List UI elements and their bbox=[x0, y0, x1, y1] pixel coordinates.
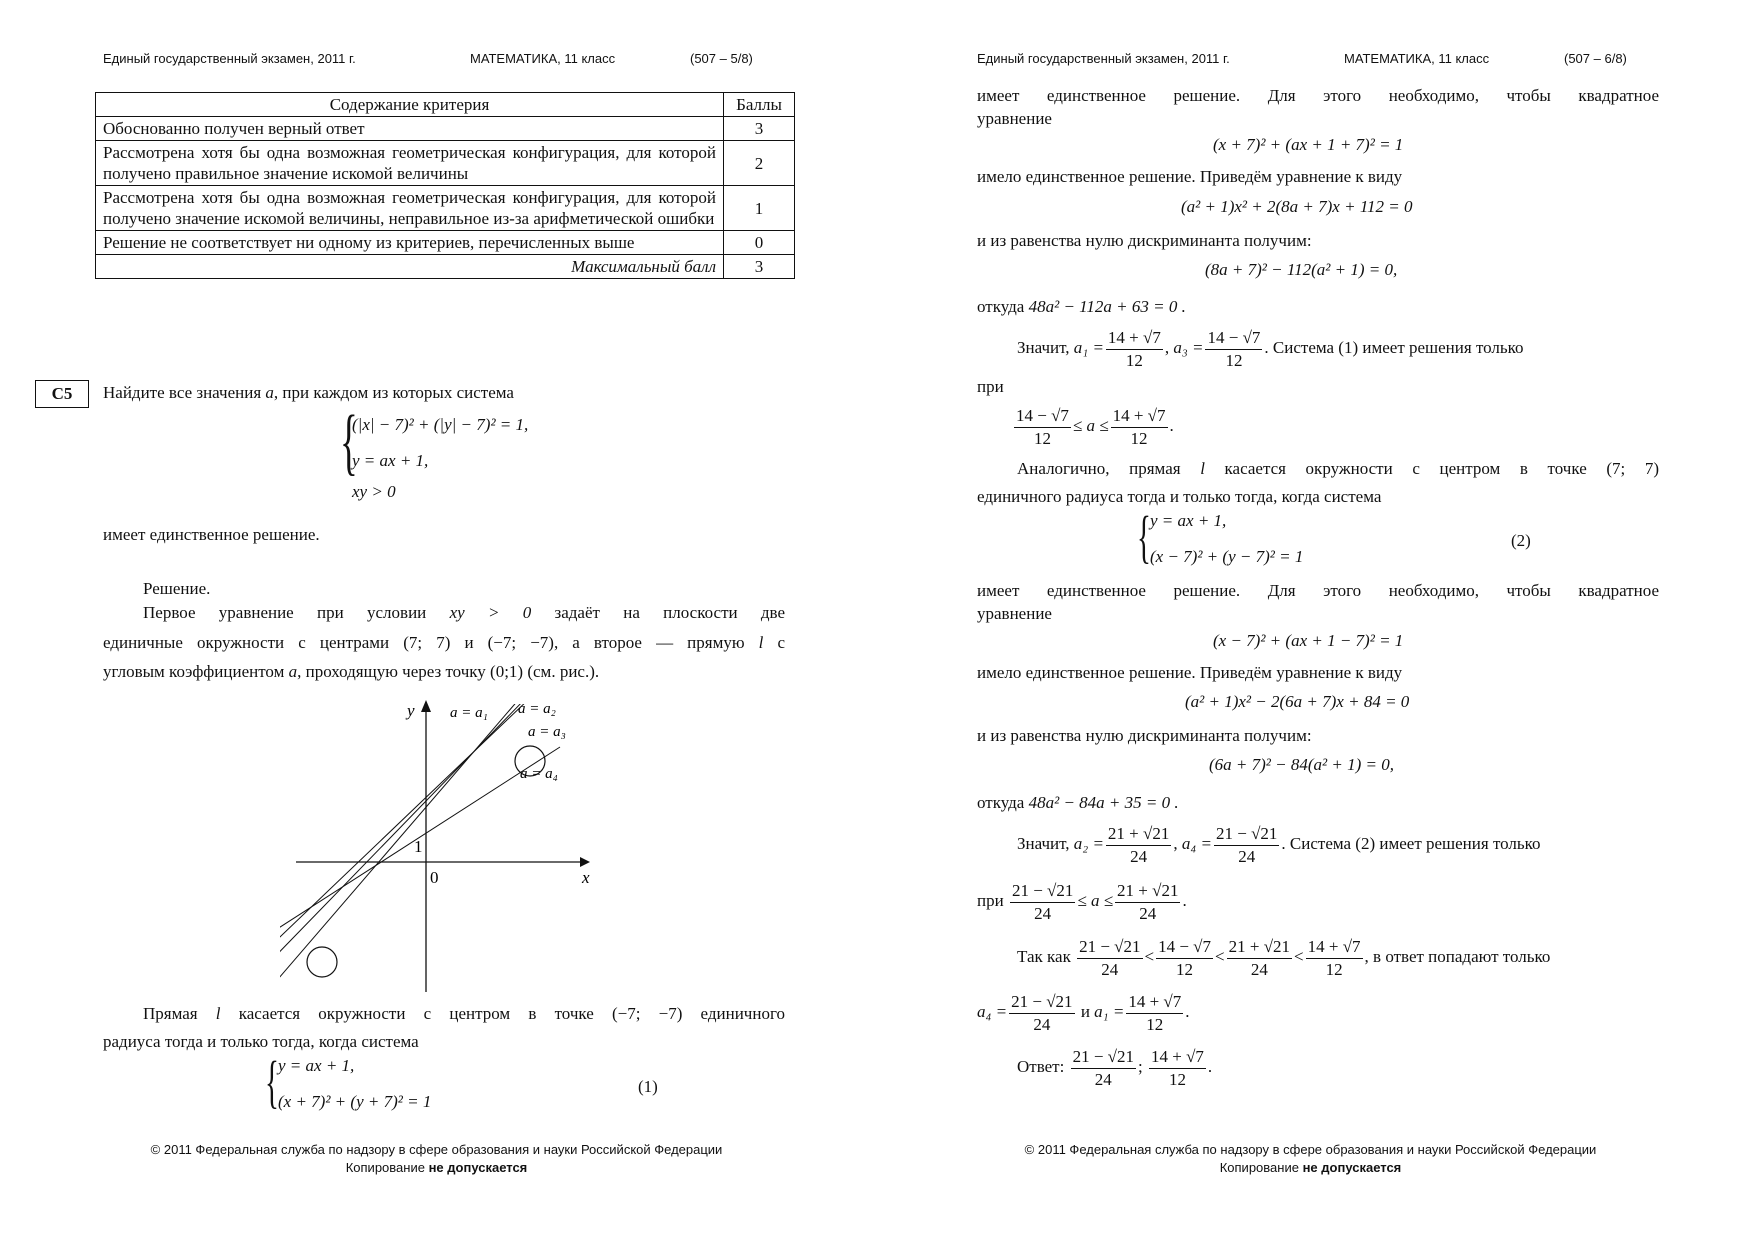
task-text-b: , при каждом из которых система bbox=[273, 383, 514, 402]
task-system-eq2: y = ax + 1, bbox=[352, 451, 429, 470]
text-line bbox=[977, 792, 1179, 814]
denominator: 24 bbox=[1139, 903, 1157, 923]
denominator: 24 bbox=[1101, 959, 1119, 979]
fraction bbox=[1077, 936, 1142, 981]
x-axis-arrow bbox=[580, 857, 590, 867]
fraction bbox=[1205, 327, 1262, 372]
solution-line2 bbox=[103, 631, 785, 654]
line-a2 bbox=[280, 698, 526, 972]
text-line: уравнение bbox=[977, 604, 1052, 623]
label-a3: a = a₃ bbox=[528, 724, 566, 740]
criterion-text: Рассмотрена хотя бы одна возможная геометрическая конфигурация, для которой получено правильное значение искомой величины bbox=[96, 141, 724, 186]
header-exam: Единый государственный экзамен, 2011 г. bbox=[977, 51, 1230, 66]
solution-line1 bbox=[103, 601, 785, 624]
table-row bbox=[96, 231, 795, 255]
text: a₂ = bbox=[1073, 834, 1104, 853]
task-system-eq3: xy > 0 bbox=[352, 482, 396, 501]
header-subject: МАТЕМАТИКА, 11 класс bbox=[1344, 51, 1490, 66]
table-row bbox=[96, 117, 795, 141]
text: , в ответ попадают только bbox=[1364, 947, 1551, 966]
answer-line bbox=[1017, 1043, 1212, 1091]
footer bbox=[0, 1141, 873, 1177]
label-a2: a = a₂ bbox=[518, 701, 556, 717]
numerator: 21 + √21 bbox=[1115, 880, 1180, 903]
roots-line-2: Значит, a₂ = $\frac{21 + √21}{24}$ , a₄ = $\frac{21 - √21}{24}$ . Система (2) имеет решения только bbox=[1017, 823, 1541, 866]
denominator: 12 bbox=[1168, 1069, 1186, 1089]
selected-roots bbox=[977, 988, 1189, 1036]
fraction bbox=[1306, 936, 1363, 981]
text: a₁ = bbox=[1094, 1002, 1125, 1021]
system1-eq1: y = ax + 1, bbox=[278, 1056, 355, 1075]
text: a₄ = bbox=[1181, 834, 1212, 853]
text: a bbox=[288, 662, 298, 681]
denominator: 12 bbox=[1325, 959, 1343, 979]
line-a3 bbox=[280, 698, 530, 956]
text: Копирование bbox=[345, 1160, 425, 1175]
numerator: 14 + √7 bbox=[1111, 405, 1168, 428]
text: . Система (1) имеет решения только bbox=[1264, 338, 1524, 357]
text: < bbox=[1294, 947, 1304, 966]
text: Значит, bbox=[1017, 834, 1070, 853]
text: . bbox=[1207, 1057, 1213, 1076]
numerator: 21 + √21 bbox=[1227, 936, 1292, 959]
interval-1 bbox=[1012, 402, 1174, 450]
one-label: 1 bbox=[414, 837, 423, 856]
system-brace: { bbox=[340, 401, 358, 483]
text: касается окружности с центром в точке (7; 7) bbox=[1224, 459, 1660, 478]
denominator: 12 bbox=[1125, 350, 1143, 370]
criterion-points: 2 bbox=[724, 141, 795, 186]
text: l bbox=[215, 1004, 221, 1023]
text-line: уравнение bbox=[977, 109, 1052, 128]
label-a1: a = a₁ bbox=[450, 705, 488, 721]
answer-label: Ответ: bbox=[1017, 1057, 1065, 1076]
text: не допускается bbox=[1302, 1160, 1402, 1175]
fraction bbox=[1106, 823, 1171, 868]
denominator: 24 bbox=[1034, 903, 1052, 923]
denominator: 12 bbox=[1033, 428, 1051, 448]
system1-eq2: (x + 7)² + (y + 7)² = 1 bbox=[278, 1092, 432, 1111]
text: ≤ a ≤ bbox=[1072, 416, 1109, 435]
text: a₁ = bbox=[1073, 338, 1104, 357]
criterion-points: 3 bbox=[724, 117, 795, 141]
text-line: и из равенства нулю дискриминанта получим: bbox=[977, 726, 1312, 745]
text-line: при bbox=[977, 377, 1004, 396]
text: ; bbox=[1138, 1057, 1143, 1076]
equation: (a² + 1)x² + 2(8a + 7)x + 112 = 0 bbox=[1181, 197, 1413, 216]
solution-p2-line2: радиуса тогда и только тогда, когда система bbox=[103, 1032, 419, 1051]
system1-brace: { bbox=[265, 1049, 279, 1114]
text: Первое уравнение при условии bbox=[143, 603, 427, 622]
criterion-text: Обоснованно получен верный ответ bbox=[96, 117, 724, 141]
solution-figure bbox=[280, 692, 600, 997]
text: откуда bbox=[977, 793, 1025, 812]
fraction bbox=[1214, 823, 1279, 868]
max-score-label: Максимальный балл bbox=[96, 255, 724, 279]
criterion-points: 0 bbox=[724, 231, 795, 255]
text: . bbox=[1185, 1002, 1190, 1021]
text: < bbox=[1215, 947, 1225, 966]
denominator: 12 bbox=[1176, 959, 1194, 979]
x-label: x bbox=[582, 868, 590, 887]
task-text-a: Найдите все значения bbox=[103, 383, 262, 402]
numerator: 14 − √7 bbox=[1205, 327, 1262, 350]
numerator: 21 − √21 bbox=[1077, 936, 1142, 959]
task-statement bbox=[103, 382, 514, 404]
numerator: 14 + √7 bbox=[1106, 327, 1163, 350]
y-label: y bbox=[407, 701, 415, 720]
fraction bbox=[1126, 991, 1183, 1036]
text: . Система (2) имеет решения только bbox=[1281, 834, 1541, 853]
table-row bbox=[96, 141, 795, 186]
criterion-points: 1 bbox=[724, 186, 795, 231]
text: Копирование bbox=[1219, 1160, 1299, 1175]
text: угловым коэффициентом bbox=[103, 662, 285, 681]
line-a1 bbox=[280, 698, 520, 997]
text-line: единичного радиуса тогда и только тогда, когда система bbox=[977, 487, 1382, 506]
numerator: 21 − √21 bbox=[1214, 823, 1279, 846]
interval-2 bbox=[977, 877, 1187, 925]
circle-lower bbox=[307, 947, 337, 977]
text: касается окружности с центром в точке (−7; −7) единичного bbox=[238, 1004, 785, 1023]
fraction bbox=[1010, 880, 1075, 925]
left-page bbox=[0, 0, 873, 1239]
text: с bbox=[777, 633, 786, 652]
text: при bbox=[977, 891, 1004, 910]
footer-copyright: © 2011 Федеральная служба по надзору в сфере образования и науки Российской Федерации bbox=[1024, 1142, 1597, 1157]
label-a4: a = a₄ bbox=[520, 766, 558, 782]
system2-eq2: (x − 7)² + (y − 7)² = 1 bbox=[1150, 547, 1304, 566]
numerator: 14 + √7 bbox=[1126, 991, 1183, 1014]
system2-eq1: y = ax + 1, bbox=[1150, 511, 1227, 530]
text: . bbox=[1182, 891, 1187, 910]
text: . bbox=[1169, 416, 1174, 435]
task-after: имеет единственное решение. bbox=[103, 525, 320, 544]
numerator: 21 − √21 bbox=[1071, 1046, 1136, 1069]
text: a₄ = bbox=[977, 1002, 1008, 1021]
criteria-table bbox=[95, 92, 795, 279]
fraction bbox=[1014, 405, 1071, 450]
footer-copyright: © 2011 Федеральная служба по надзору в сфере образования и науки Российской Федерации bbox=[150, 1142, 723, 1157]
fraction bbox=[1156, 936, 1213, 981]
text: xy > 0 bbox=[449, 603, 532, 622]
max-score-value: 3 bbox=[724, 255, 795, 279]
text: не допускается bbox=[428, 1160, 528, 1175]
equation: (8a + 7)² − 112(a² + 1) = 0, bbox=[1205, 260, 1398, 279]
text-line bbox=[977, 457, 1659, 480]
text: 48a² − 84a + 35 = 0 . bbox=[1028, 793, 1179, 812]
text: < bbox=[1144, 947, 1155, 966]
footer-copy bbox=[0, 1159, 873, 1177]
numerator: 21 + √21 bbox=[1106, 823, 1171, 846]
roots-line-1: Значит, a₁ = $\frac{14 + √7}{12}$ , a₃ = $\frac{14 - √7}{12}$ . Система (1) имеет решения только bbox=[1017, 327, 1524, 370]
text: 48a² − 112a + 63 = 0 . bbox=[1028, 297, 1186, 316]
fraction bbox=[1009, 991, 1074, 1036]
fraction bbox=[1227, 936, 1292, 981]
text: Аналогично, прямая bbox=[1017, 459, 1181, 478]
numerator: 14 + √7 bbox=[1306, 936, 1363, 959]
criterion-text: Решение не соответствует ни одному из критериев, перечисленных выше bbox=[96, 231, 724, 255]
equation: (a² + 1)x² − 2(6a + 7)x + 84 = 0 bbox=[1185, 692, 1410, 711]
equation: (x − 7)² + (ax + 1 − 7)² = 1 bbox=[1213, 631, 1404, 650]
text: Прямая bbox=[143, 1004, 198, 1023]
text: a₃ = bbox=[1173, 338, 1204, 357]
text: l bbox=[758, 633, 764, 652]
text-line: и из равенства нулю дискриминанта получим: bbox=[977, 231, 1312, 250]
y-axis-arrow bbox=[421, 700, 431, 712]
text-line: имеет единственное решение. Для этого необходимо, чтобы квадратное bbox=[977, 86, 1659, 105]
criterion-text: Рассмотрена хотя бы одна возможная геометрическая конфигурация, для которой получено значение искомой величины, неправильное из-за арифметической ошибки bbox=[96, 186, 724, 231]
denominator: 12 bbox=[1225, 350, 1243, 370]
task-system-eq1: (|x| − 7)² + (|y| − 7)² = 1, bbox=[352, 415, 529, 434]
numerator: 14 + √7 bbox=[1149, 1046, 1206, 1069]
table-row-max bbox=[96, 255, 795, 279]
solution-line3 bbox=[103, 661, 599, 683]
text-line bbox=[977, 296, 1186, 318]
header-code: (507 – 6/8) bbox=[1564, 51, 1627, 66]
solution-title: Решение. bbox=[143, 579, 211, 598]
comparison-line bbox=[1017, 933, 1550, 981]
col-header-criterion: Содержание критерия bbox=[96, 93, 724, 117]
text-line: имело единственное решение. Приведём уравнение к виду bbox=[977, 167, 1403, 186]
header-subject: МАТЕМАТИКА, 11 класс bbox=[470, 51, 616, 66]
text: задаёт на плоскости две bbox=[554, 603, 786, 622]
text: и bbox=[1080, 1002, 1090, 1021]
text: , проходящую через точку (0;1) (см. рис.). bbox=[297, 662, 600, 681]
numerator: 21 − √21 bbox=[1010, 880, 1075, 903]
header-code: (507 – 5/8) bbox=[690, 51, 753, 66]
denominator: 12 bbox=[1130, 428, 1148, 448]
task-var: a bbox=[265, 383, 274, 402]
equation: (6a + 7)² − 84(a² + 1) = 0, bbox=[1209, 755, 1394, 774]
equation: (x + 7)² + (ax + 1 + 7)² = 1 bbox=[1213, 135, 1404, 154]
fraction bbox=[1149, 1046, 1206, 1091]
numerator: 21 − √21 bbox=[1009, 991, 1074, 1014]
fraction bbox=[1111, 405, 1168, 450]
solution-p2-line1 bbox=[103, 1002, 785, 1025]
text: Так как bbox=[1017, 947, 1071, 966]
right-page bbox=[874, 0, 1747, 1239]
denominator: 24 bbox=[1130, 846, 1148, 866]
footer bbox=[874, 1141, 1747, 1177]
footer-copy bbox=[874, 1159, 1747, 1177]
denominator: 12 bbox=[1146, 1014, 1164, 1034]
text: l bbox=[1200, 459, 1205, 478]
table-row bbox=[96, 186, 795, 231]
numerator: 14 − √7 bbox=[1014, 405, 1071, 428]
system1-number: (1) bbox=[638, 1077, 658, 1096]
text: ≤ a ≤ bbox=[1077, 891, 1114, 910]
col-header-points: Баллы bbox=[724, 93, 795, 117]
fraction bbox=[1071, 1046, 1136, 1091]
text-line: имеет единственное решение. Для этого необходимо, чтобы квадратное bbox=[977, 581, 1659, 600]
denominator: 24 bbox=[1250, 959, 1268, 979]
fraction bbox=[1115, 880, 1180, 925]
task-label: C5 bbox=[35, 380, 89, 408]
numerator: 14 − √7 bbox=[1156, 936, 1213, 959]
denominator: 24 bbox=[1033, 1014, 1051, 1034]
system2-brace: { bbox=[1137, 504, 1151, 569]
text: Значит, bbox=[1017, 338, 1070, 357]
text: откуда bbox=[977, 297, 1025, 316]
origin-label: 0 bbox=[430, 868, 439, 887]
fraction bbox=[1106, 327, 1163, 372]
denominator: 24 bbox=[1238, 846, 1256, 866]
header-exam: Единый государственный экзамен, 2011 г. bbox=[103, 51, 356, 66]
denominator: 24 bbox=[1094, 1069, 1112, 1089]
system2-number: (2) bbox=[1511, 531, 1531, 550]
text: единичные окружности с центрами (7; 7) и (−7; −7), а второе — прямую bbox=[103, 633, 745, 652]
text-line: имело единственное решение. Приведём уравнение к виду bbox=[977, 663, 1403, 682]
